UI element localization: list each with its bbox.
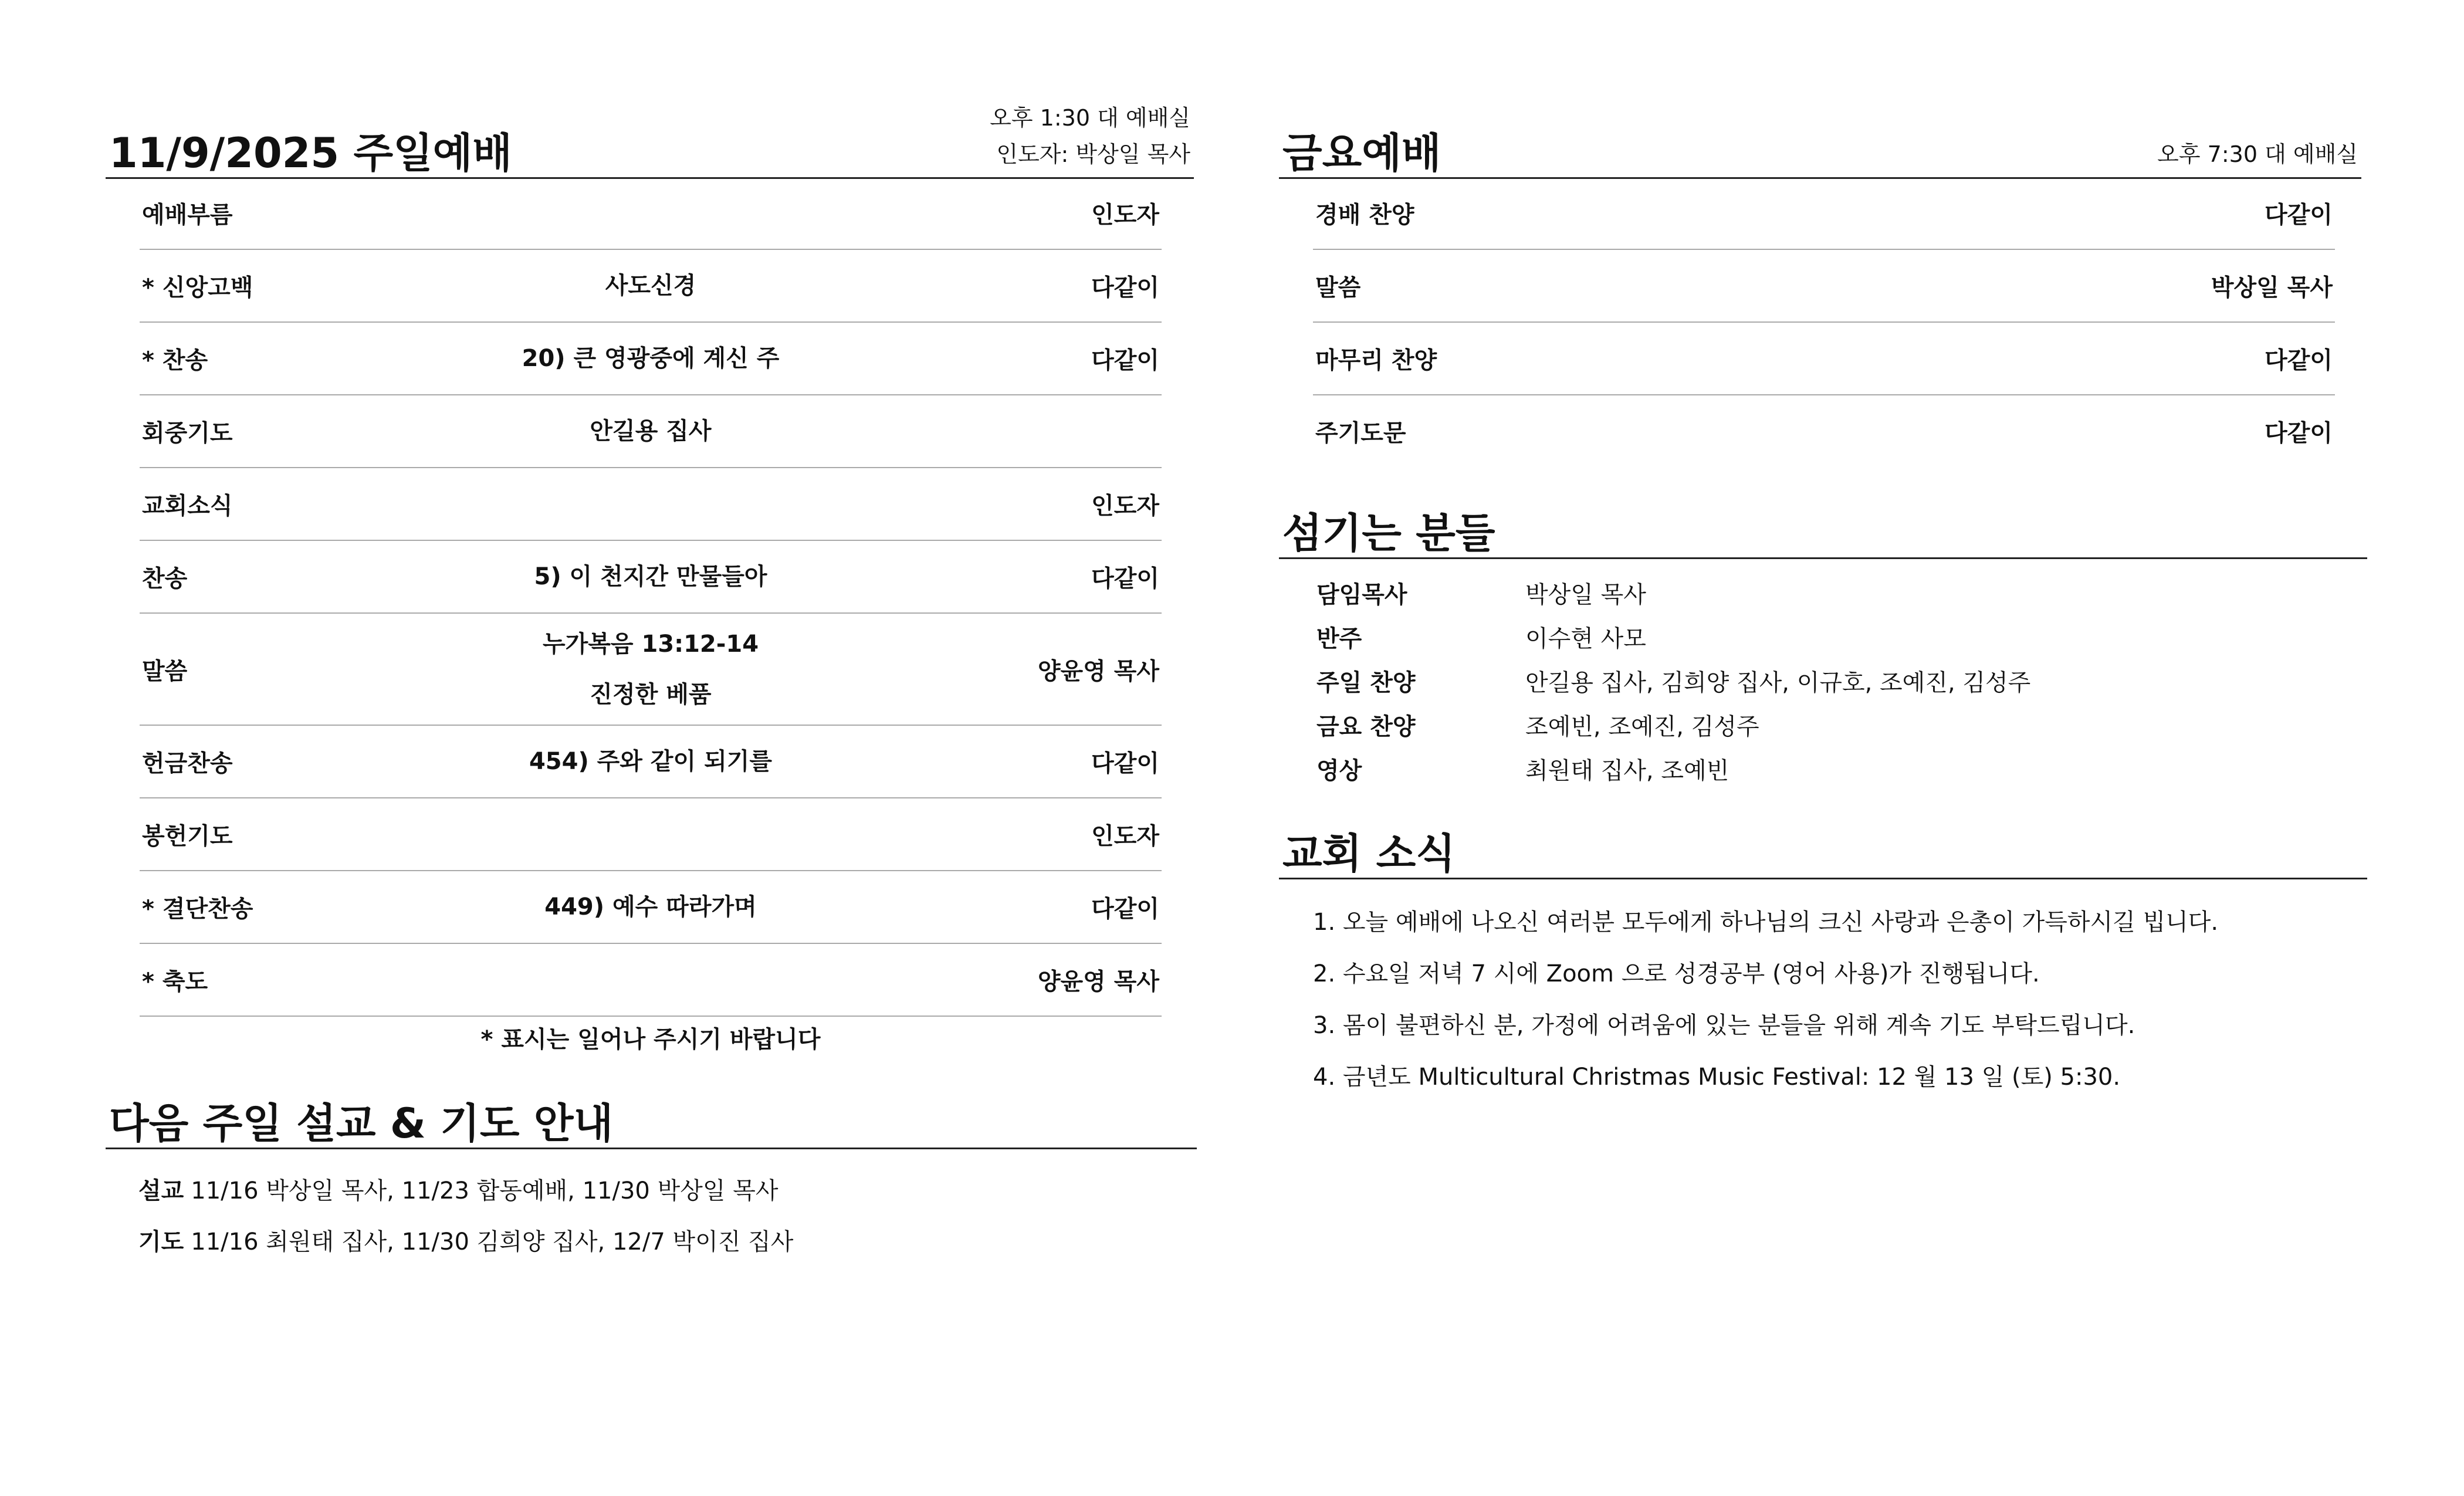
- table-row: [140, 541, 1162, 614]
- staff-names: 안길용 집사, 김희양 집사, 이규호, 조예진, 김성주: [1525, 669, 2031, 696]
- staff-names: 박상일 목사: [1525, 581, 1646, 608]
- row-detail: 20) 큰 영광중에 계신 주: [522, 345, 780, 372]
- news-title: 교회 소식: [1282, 830, 1456, 878]
- sunday-title: 11/9/2025 주일예배: [109, 129, 512, 177]
- servants-title: 섬기는 분들: [1282, 509, 1495, 557]
- row-item: * 찬송: [142, 347, 208, 374]
- row-leader: 다같이: [2265, 201, 2333, 229]
- table-row: [140, 944, 1162, 1017]
- standing-note: * 표시는 일어나 주시기 바랍니다: [480, 1026, 821, 1053]
- row-item: 헌금찬송: [142, 750, 233, 777]
- table-row: [140, 177, 1162, 250]
- row-detail: 안길용 집사: [590, 418, 712, 445]
- friday-order-table: [1313, 177, 2335, 467]
- row-item: * 신앙고백: [142, 274, 253, 302]
- staff-role: 주일 찬양: [1316, 669, 1416, 696]
- row-leader: 다같이: [2265, 347, 2333, 374]
- list-item: 3. 몸이 불편하신 분, 가정에 어려움에 있는 분들을 위해 계속 기도 부탁드립니다.: [1313, 1012, 2135, 1039]
- row-leader: 인도자: [1091, 201, 1159, 229]
- sunday-leader: 인도자: 박상일 목사: [996, 141, 1190, 167]
- sunday-header: [106, 94, 1194, 179]
- table-row: [140, 798, 1162, 871]
- row-detail: [140, 619, 1162, 720]
- sunday-time: 오후 1:30 대 예배실: [990, 105, 1190, 131]
- table-row: [140, 323, 1162, 395]
- sermon-schedule-text: 11/16 박상일 목사, 11/23 합동예배, 11/30 박상일 목사: [191, 1177, 779, 1204]
- row-leader: 박상일 목사: [2211, 274, 2333, 302]
- row-leader: 양윤영 목사: [1037, 968, 1159, 996]
- next-week-header: [106, 1091, 1197, 1149]
- row-leader: 다같이: [1091, 895, 1159, 923]
- staff-role: 담임목사: [1316, 581, 1407, 608]
- friday-time: 오후 7:30 대 예배실: [2157, 141, 2358, 167]
- list-item: 4. 금년도 Multicultural Christmas Music Festival: 12 월 13 일 (토) 5:30.: [1313, 1064, 2121, 1091]
- row-item: 찬송: [142, 565, 188, 593]
- staff-role: 영상: [1316, 757, 1362, 784]
- row-item: 경배 찬양: [1315, 201, 1414, 229]
- table-row: [1313, 177, 2335, 250]
- row-item: 회중기도: [142, 419, 233, 447]
- table-row: [140, 250, 1162, 323]
- row-leader: 인도자: [1091, 492, 1159, 520]
- row-leader: 다같이: [1091, 750, 1159, 777]
- row-leader: 다같이: [1091, 274, 1159, 302]
- list-item: 1. 오늘 예배에 나오신 여러분 모두에게 하나님의 크신 사랑과 은총이 가득하시길 빕니다.: [1313, 909, 2219, 936]
- sunday-order-table: [140, 177, 1162, 1017]
- row-leader: 인도자: [1091, 823, 1159, 850]
- servants-header: [1279, 499, 2367, 559]
- sermon-label: 설교: [138, 1177, 184, 1204]
- row-item: 예배부름: [142, 201, 233, 229]
- next-week-title: 다음 주일 설교 & 기도 안내: [109, 1099, 614, 1148]
- row-item: 마무리 찬양: [1315, 347, 1437, 374]
- prayer-schedule-text: 11/16 최원태 집사, 11/30 김희양 집사, 12/7 박이진 집사: [191, 1228, 794, 1255]
- row-leader: 양윤영 목사: [1037, 658, 1159, 685]
- row-detail: 454) 주와 같이 되기를: [529, 748, 773, 775]
- friday-title: 금요예배: [1282, 129, 1441, 177]
- table-row: [1313, 395, 2335, 467]
- row-leader: 다같이: [1091, 347, 1159, 374]
- staff-names: 이수현 사모: [1525, 625, 1646, 652]
- row-detail: 사도신경: [605, 272, 696, 299]
- prayer-label: 기도: [138, 1228, 184, 1255]
- table-row: [140, 395, 1162, 468]
- row-detail: 5) 이 천지간 만물들아: [534, 563, 767, 590]
- row-item: 주기도문: [1315, 419, 1406, 447]
- staff-names: 최원태 집사, 조예빈: [1525, 757, 1729, 784]
- row-item: 봉헌기도: [142, 823, 233, 850]
- table-row: [140, 468, 1162, 541]
- table-row: [140, 726, 1162, 798]
- prayer-schedule: [138, 1223, 793, 1257]
- row-item: 교회소식: [142, 492, 233, 520]
- row-item: * 결단찬송: [142, 895, 253, 923]
- news-header: [1279, 821, 2367, 879]
- sunday-meta: [990, 100, 1190, 172]
- list-item: 2. 수요일 저녁 7 시에 Zoom 으로 성경공부 (영어 사용)가 진행됩니다.: [1313, 960, 2040, 987]
- row-detail: 449) 예수 따라가며: [544, 893, 757, 920]
- row-item: 말씀: [1315, 274, 1361, 302]
- row-item: * 축도: [142, 968, 208, 996]
- scripture-reference: 누가복음 13:12-14: [542, 630, 759, 658]
- table-row: [140, 871, 1162, 944]
- staff-role: 금요 찬양: [1316, 713, 1416, 740]
- row-leader: 다같이: [1091, 565, 1159, 593]
- table-row: [140, 614, 1162, 726]
- row-item: 말씀: [142, 658, 188, 685]
- friday-header: [1279, 111, 2361, 179]
- staff-names: 조예빈, 조예진, 김성주: [1525, 713, 1759, 740]
- staff-role: 반주: [1316, 625, 1362, 652]
- sermon-schedule: [138, 1172, 779, 1206]
- table-row: [1313, 250, 2335, 323]
- table-row: [1313, 323, 2335, 395]
- sermon-title: 진정한 베품: [590, 681, 712, 708]
- row-leader: 다같이: [2265, 419, 2333, 447]
